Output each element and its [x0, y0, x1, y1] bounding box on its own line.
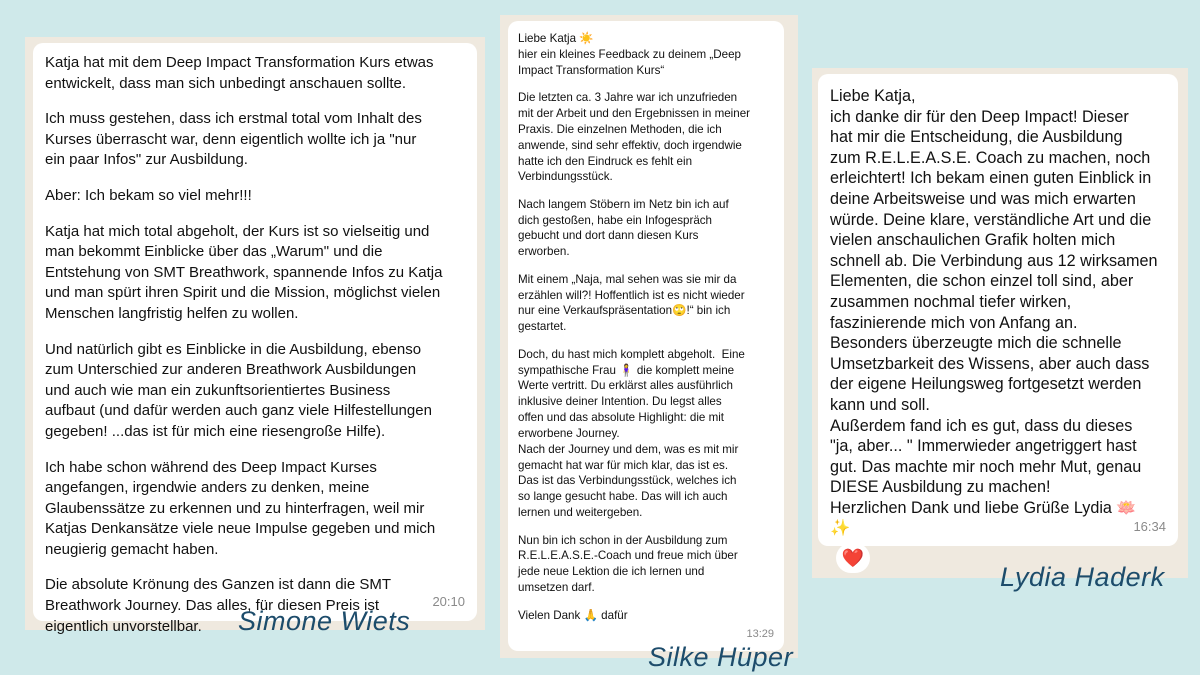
message-line: man bekommt Einblicke über das „Warum" und die: [45, 243, 383, 261]
message-line: erworben.: [518, 245, 570, 259]
message-line: und man spürt ihren Spirit und die Mission, möglichst vielen: [45, 284, 441, 302]
message-line: angefangen, irgendwie anders zu denken, meine: [45, 479, 370, 497]
message-line: Besonders überzeugte mich die schnelle: [830, 334, 1122, 353]
message-line: gegeben! ...das ist für mich eine riesengroße Hilfe).: [45, 422, 386, 440]
message-time: 13:29: [746, 628, 774, 641]
message-line: R.E.L.E.A.S.E.-Coach und freue mich über: [518, 549, 738, 563]
message-line: Verbindungsstück.: [518, 170, 613, 184]
message-line: Liebe Katja,: [830, 87, 916, 105]
message-line: Mit einem „Naja, mal sehen was sie mir da: [518, 272, 737, 286]
message-line: [45, 171, 465, 186]
message-line: lernen und weitergeben.: [518, 506, 643, 520]
heart-reaction-icon: ❤️: [836, 543, 870, 573]
message-line: anwende, sind sehr effektiv, doch irgendwie: [518, 138, 742, 152]
message-line: Außerdem fand ich es gut, dass du dieses: [830, 416, 1133, 435]
message-line: [45, 443, 465, 458]
message-line: Ich muss gestehen, dass ich erstmal total vom Inhalt des: [45, 110, 422, 128]
message-bubble: [508, 21, 784, 651]
message-line: Katja hat mich total abgeholt, der Kurs ist so vielseitig und: [45, 222, 430, 240]
message-line: mit der Arbeit und den Ergebnissen in meiner: [518, 106, 751, 120]
message-line: Menschen langfristig helfen zu wollen.: [45, 304, 299, 322]
testimonial-screenshot-lydia: [812, 68, 1188, 578]
message-line: Kurses überrascht war, denn eigentlich wollte ich ja "nur: [45, 130, 417, 148]
message-line: entwickelt, dass man sich unbedingt anschauen sollte.: [45, 74, 407, 92]
message-line: erworbene Journey.: [518, 426, 620, 440]
message-line: [518, 596, 774, 608]
message-line: Ich habe schon während des Deep Impact Kurses: [45, 458, 377, 476]
message-line: dich gestoßen, habe ein Infogespräch: [518, 213, 713, 227]
message-line: [45, 560, 465, 575]
message-line: [518, 185, 774, 197]
author-name: Silke Hüper: [648, 642, 794, 672]
message-line: Werte vertritt. Du erklärst alles ausführlich: [518, 379, 733, 393]
message-line: aufbaut (und dafür werden auch ganz viele Hilfestellungen: [45, 402, 432, 420]
message-line: Das ist das Verbindungsstück, welches ich: [518, 474, 737, 488]
message-line: umsetzen darf.: [518, 581, 595, 595]
message-line: Breathwork Journey. Das alles, für diesen Preis ist: [45, 597, 380, 615]
message-line: jede neue Lektion die ich lernen und: [518, 565, 705, 579]
message-line: Doch, du hast mich komplett abgeholt. Eine: [518, 347, 745, 361]
message-line: [45, 325, 465, 340]
message-time: 16:34: [1133, 519, 1166, 535]
message-line: faszinierende mich von Anfang an.: [830, 313, 1078, 332]
message-line: würde. Deine klare, verständliche Art und die: [830, 210, 1152, 229]
message-line: gebucht und dort dann diesen Kurs: [518, 229, 699, 243]
message-line: Und natürlich gibt es Einblicke in die Ausbildung, ebenso: [45, 340, 422, 358]
message-line: zum Unterschied zur anderen Breathwork Ausbildungen: [45, 361, 417, 379]
message-line: Elementen, die schon einzel toll sind, aber: [830, 272, 1134, 291]
message-line: nur eine Verkaufspräsentation🙄!“ bin ich: [518, 304, 731, 318]
message-line: Glaubenssätze zu erkennen und zu hinterfragen, weil mir: [45, 499, 425, 517]
message-line: gemacht hat war für mich klar, das ist es.: [518, 458, 729, 472]
message-line: so lange gesucht habe. Das will ich auch: [518, 490, 728, 504]
message-line: [45, 207, 465, 222]
message-line: Katjas Denkansätze viele neue Impulse gegeben und mich: [45, 520, 436, 538]
message-line: inklusive deiner Intention. Du legst alles: [518, 395, 722, 409]
message-line: Praxis. Die einzelnen Methoden, die ich: [518, 122, 722, 136]
message-line: Liebe Katja ☀️: [518, 32, 594, 45]
testimonial-screenshot-simone: [25, 37, 485, 635]
message-line: kann und soll.: [830, 395, 930, 414]
message-bubble: [33, 43, 477, 635]
message-line: und auch wie man ein zukunftsorientiertes Business: [45, 381, 391, 399]
message-line: deine Arbeitsweise und was mich erwarten: [830, 189, 1136, 208]
message-line: sympathische Frau 🧍‍♀️ die komplett meine: [518, 363, 735, 377]
testimonial-screenshot-silke: [500, 15, 798, 658]
message-line: Die letzten ca. 3 Jahre war ich unzufrieden: [518, 91, 738, 105]
message-line: Die absolute Krönung des Ganzen ist dann die SMT: [45, 576, 392, 594]
message-line: schnell ab. Die Verbindung aus 12 wirksamen: [830, 251, 1158, 270]
message-line: Nach der Journey und dem, was es mit mir: [518, 442, 739, 456]
message-line: ich danke dir für den Deep Impact! Dieser: [830, 107, 1129, 126]
message-line: "ja, aber... " Immerwieder angetriggert hast: [830, 437, 1137, 456]
message-line: DIESE Ausbildung zu machen!: [830, 478, 1051, 497]
message-line: offen und das absolute Highlight: die mit: [518, 411, 725, 425]
message-line: erleichtert! Ich bekam einen guten Einblick in: [830, 169, 1152, 188]
message-line: eigentlich unvorstellbar.: [45, 617, 202, 635]
message-line: Umsetzbarkeit des Wissens, aber auch dass: [830, 354, 1150, 373]
message-line: Herzlichen Dank und liebe Grüße Lydia 🪷: [830, 498, 1137, 517]
message-line: ein paar Infos" zur Ausbildung.: [45, 151, 248, 169]
message-line: gut. Das machte mir noch mehr Mut, genau: [830, 457, 1142, 476]
message-time: 20:10: [432, 594, 465, 610]
message-line: zusammen nochmal tiefer wirken,: [830, 292, 1072, 311]
message-line: [518, 521, 774, 533]
message-line: vielen anschaulichen Grafik holten mich: [830, 231, 1116, 250]
message-line: hat mir die Entscheidung, die Ausbildung: [830, 128, 1123, 147]
message-line: gestartet.: [518, 320, 567, 334]
message-line: ✨: [830, 519, 851, 538]
message-line: [518, 79, 774, 91]
message-line: [518, 335, 774, 347]
author-name: Lydia Haderk: [1000, 562, 1165, 592]
message-line: erzählen will?! Hoffentlich ist es nicht wieder: [518, 288, 745, 302]
message-line: hatte ich den Eindruck es fehlt ein: [518, 154, 693, 168]
message-line: Entstehung von SMT Breathwork, spannende Infos zu Katja: [45, 263, 443, 281]
author-name: Simone Wiets: [238, 606, 411, 636]
message-line: Vielen Dank 🙏 dafür: [518, 608, 628, 622]
message-line: Aber: Ich bekam so viel mehr!!!: [45, 186, 252, 204]
message-line: Nach langem Stöbern im Netz bin ich auf: [518, 197, 729, 211]
message-line: Impact Transformation Kurs“: [518, 63, 665, 77]
message-line: [45, 94, 465, 109]
message-line: [518, 260, 774, 272]
message-line: Nun bin ich schon in der Ausbildung zum: [518, 533, 728, 547]
message-line: zum R.E.L.E.A.S.E. Coach zu machen, noch: [830, 148, 1151, 167]
message-line: Katja hat mit dem Deep Impact Transformation Kurs etwas: [45, 54, 434, 71]
message-line: hier ein kleines Feedback zu deinem „Deep: [518, 47, 741, 61]
message-line: der eigene Heilungsweg fortgesetzt werden: [830, 375, 1142, 394]
message-line: neugierig gemacht haben.: [45, 540, 219, 558]
message-bubble: [818, 74, 1178, 546]
